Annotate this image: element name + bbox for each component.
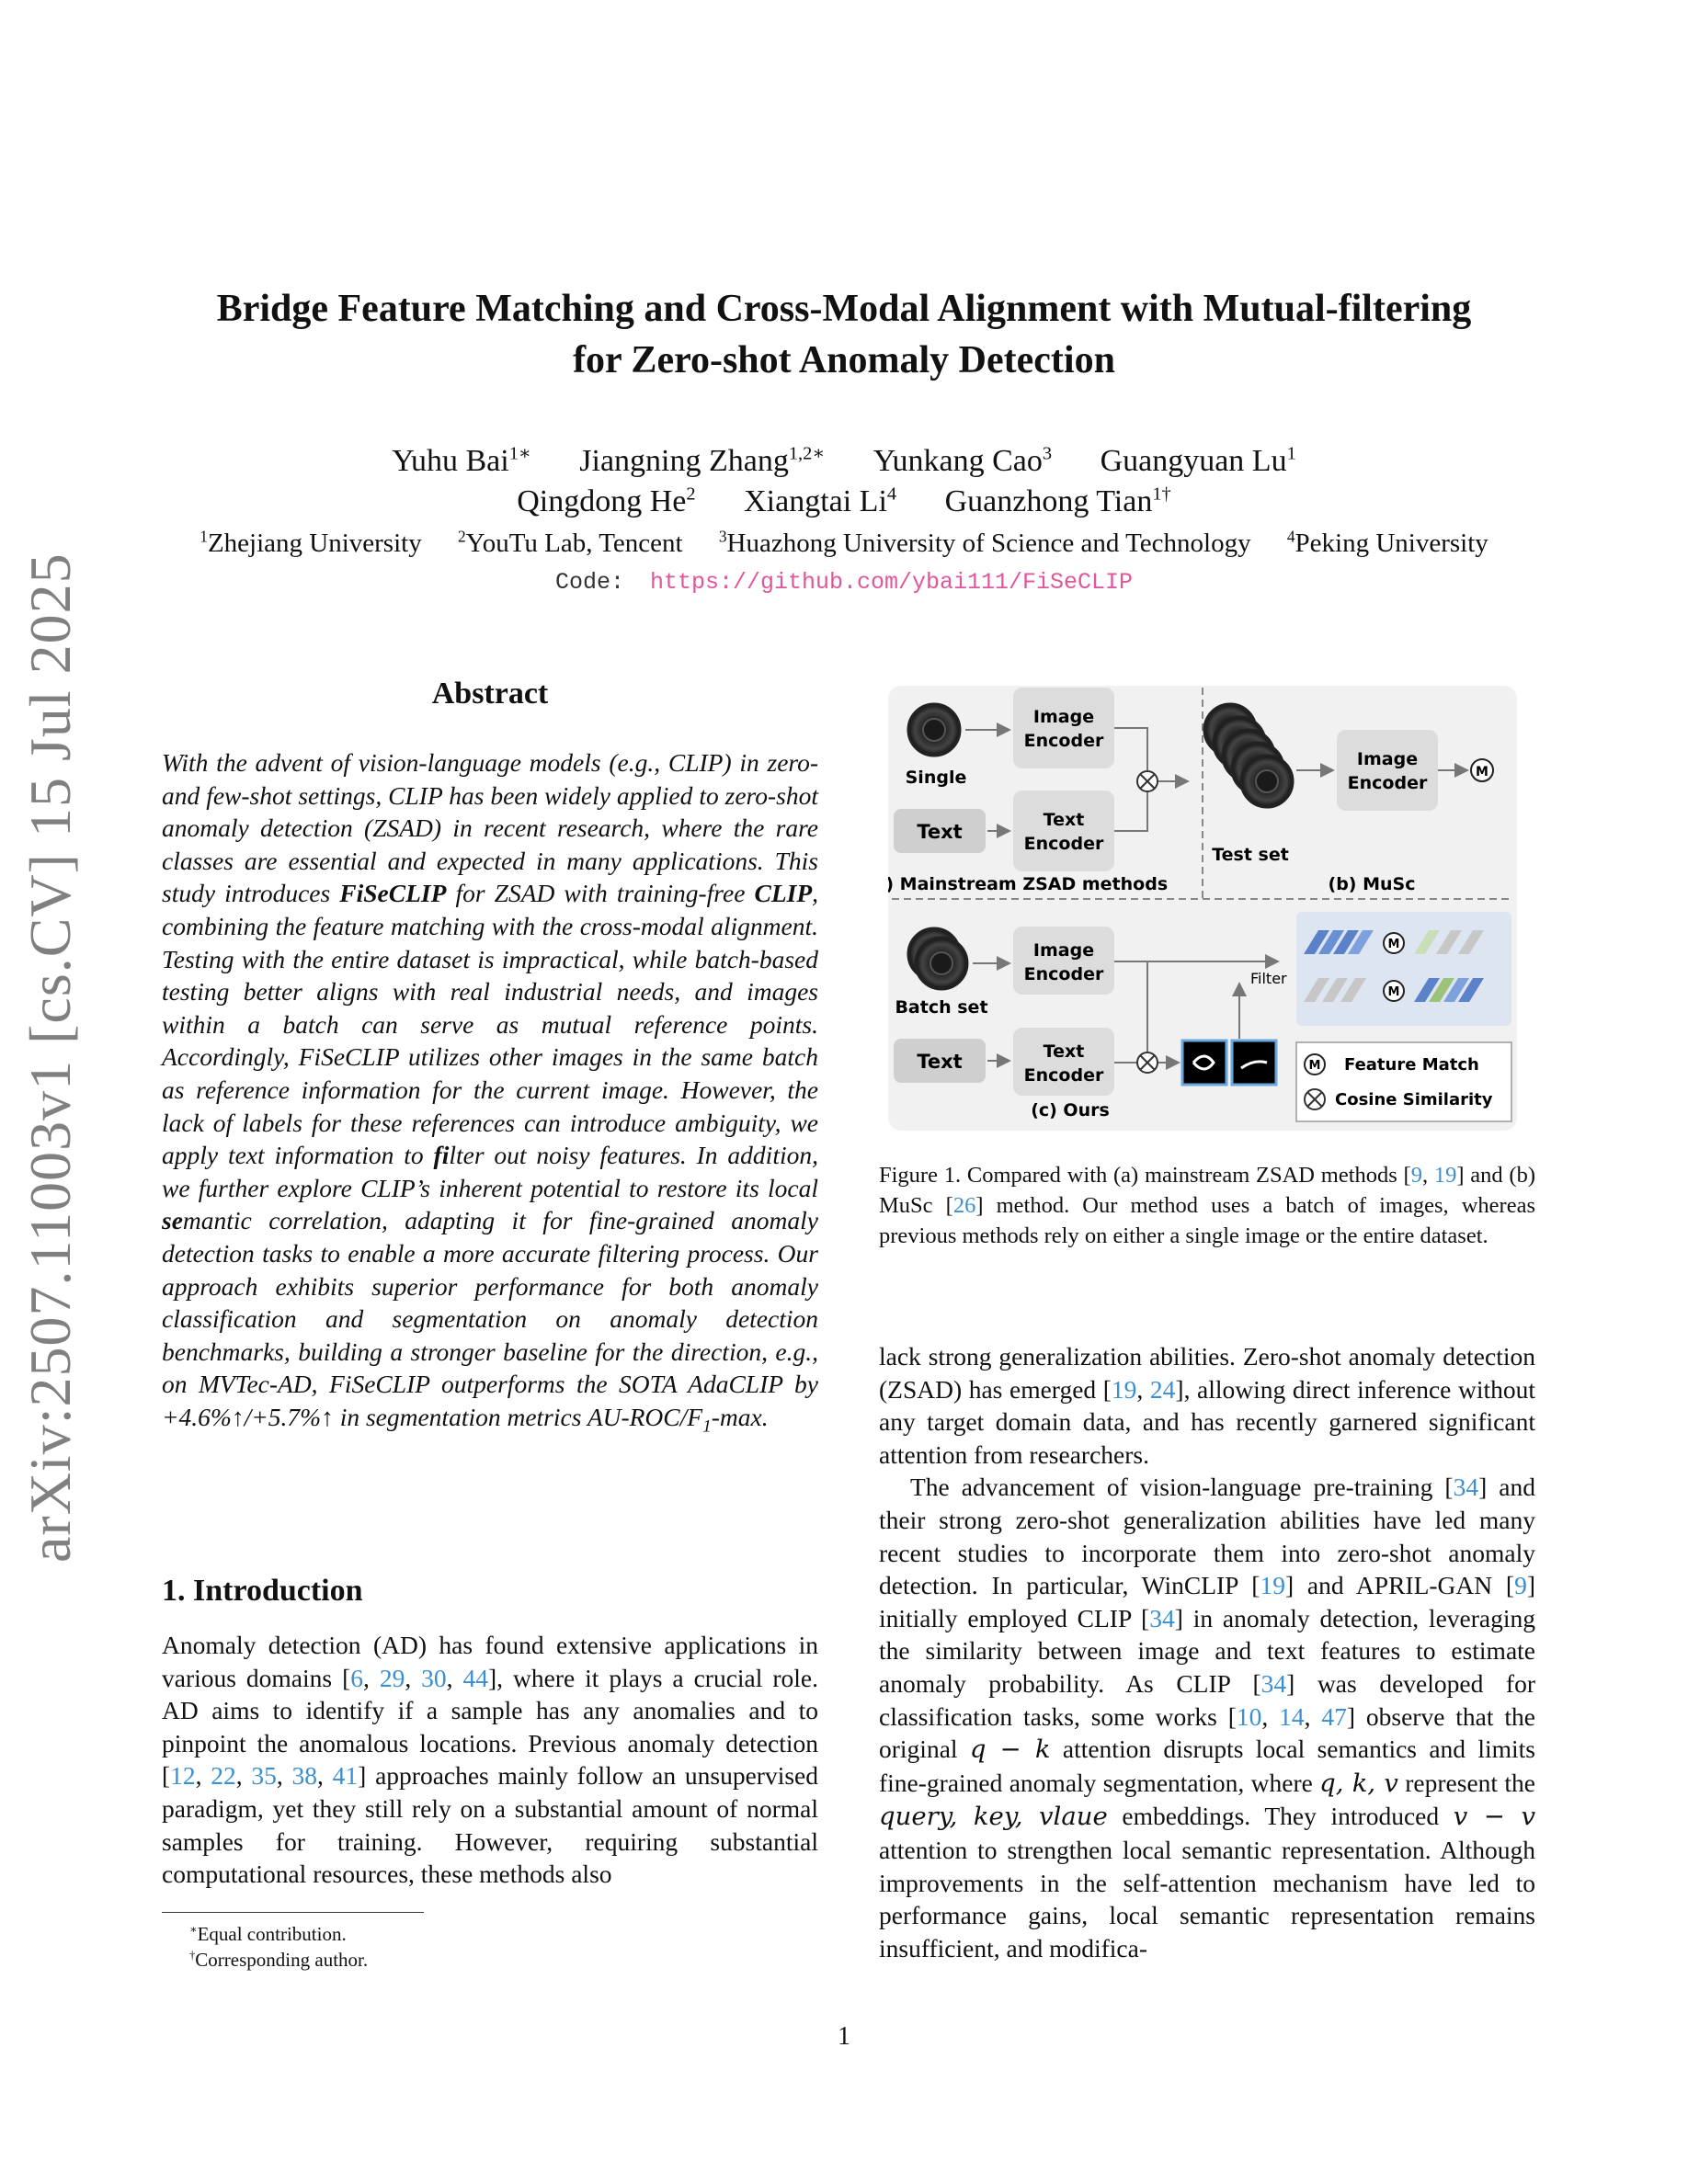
- right-column-text: [879, 1340, 1535, 1964]
- citation[interactable]: 38: [291, 1761, 318, 1791]
- label-panel-c: (c) Ours: [1031, 1100, 1110, 1120]
- author: Qingdong He$^2$: [517, 483, 696, 518]
- svg-text:M: M: [1387, 985, 1400, 999]
- footnote-rule: [162, 1912, 424, 1913]
- label-test-set: Test set: [1212, 845, 1289, 865]
- citation[interactable]: 35: [251, 1761, 277, 1791]
- text-encoder-a: [1013, 791, 1114, 871]
- abstract-text: With the advent of vision-language models (e.g., CLIP) in zero- and few-shot settings, CLIP has been widely applied to zero-shot anomaly detection (ZSAD) in recent research, where the rare classes are essential and expected in many applications. This study introduces FiSeCLIP for ZSAD with training-free CLIP, combining the feature matching with the cross-modal alignment. Testing with the entire dataset is impractical, while batch-based testing better aligns with real industrial needs, and images within a batch can serve as mutual reference points. Accordingly, FiSeCLIP utilizes other images in the same batch as reference information for the current image. However, the lack of labels for these references can introduce ambiguity, we apply text information to filter out noisy features. In addition, we further explore CLIP’s inherent potential to restore its local semantic correlation, adapting it for fine-grained anomaly detection tasks to enable a more accurate filtering process. Our approach exhibits superior performance for both anomaly classification and segmentation on anomaly detection benchmarks, building a stronger baseline for the direction, e.g., on MVTec-AD, FiSeCLIP outperforms the SOTA AdaCLIP by +4.6%↑/+5.7%↑ in segmentation metrics $AU-ROC/F_1-\max$.: [162, 748, 818, 1437]
- citation[interactable]: 47: [1321, 1701, 1347, 1731]
- legend-cosine-similarity: Cosine Similarity: [1335, 1090, 1493, 1109]
- label-panel-b: (b) MuSc: [1328, 874, 1416, 894]
- affiliation: $^3$Huazhong University of Science and Technology: [718, 527, 1251, 558]
- citation[interactable]: 26: [952, 1193, 976, 1218]
- abstract-heading: Abstract: [431, 677, 549, 711]
- citation[interactable]: 12: [170, 1761, 196, 1791]
- svg-text:Text: Text: [1043, 1041, 1085, 1062]
- author: Yuhu Bai$^{1∗}$: [392, 443, 531, 478]
- svg-text:Encoder: Encoder: [1023, 964, 1104, 984]
- footnote: †Corresponding author.: [189, 1949, 369, 1971]
- anomaly-map: [1182, 1041, 1226, 1085]
- author-row-1: [110, 441, 1578, 482]
- svg-text:Text: Text: [917, 821, 963, 843]
- figure-caption: Figure 1. Compared with (a) mainstream ZSAD methods [9, 19] and (b) MuSc [26] method. Our method uses a batch of images, whereas previous methods rely on either a single image or the entire dataset.: [879, 1163, 1535, 1248]
- feature-panel: [1296, 912, 1511, 1026]
- citation[interactable]: 29: [379, 1663, 405, 1692]
- citation[interactable]: 10: [1236, 1701, 1262, 1731]
- paragraph: The advancement of vision-language pre-training [34] and their strong zero-shot generalization abilities have led many recent studies to incorporate them into zero-shot anomaly detection. In particular, WinCLIP [19] and APRIL-GAN [9] initially employed CLIP [34] in anomaly detection, leveraging the similarity between image and text features to estimate anomaly probability. As CLIP [34] was developed for classification tasks, some works [10, 14, 47] observe that the original q − k attention disrupts local semantics and limits fine-grained anomaly segmentation, where q, k, v represent the query, key, vlaue embeddings. They introduced v − v attention to strengthen local semantic representation. Although improvements in the self-attention mechanism have led to performance gains, local semantic representation remains insufficient, and modifica-: [879, 1473, 1536, 1962]
- affiliations: [110, 526, 1578, 561]
- author: Jiangning Zhang$^{1,2∗}$: [579, 443, 826, 478]
- author: Yunkang Cao$^3$: [873, 443, 1053, 478]
- author: Xiangtai Li$^4$: [744, 483, 897, 518]
- intro-text: Anomaly detection (AD) has found extensive applications in various domains [6, 29, 30, 44], where it plays a crucial role. AD aims to identify if a sample has any anomalies and to pinpoint the anomalous locations. Previous anomaly detection [12, 22, 35, 38, 41] approaches mainly follow an unsupervised paradigm, yet they still rely on a substantial amount of normal samples for training. However, requiring substantial computational resources, these methods also: [162, 1631, 818, 1889]
- citation[interactable]: 34: [1260, 1668, 1287, 1698]
- code-label: Code:: [554, 569, 624, 596]
- citation[interactable]: 19: [1433, 1163, 1457, 1188]
- svg-text:Encoder: Encoder: [1347, 773, 1428, 793]
- citation[interactable]: 34: [1453, 1473, 1479, 1502]
- svg-text:M: M: [1387, 938, 1400, 951]
- author-list: [110, 441, 1578, 522]
- citation[interactable]: 19: [1260, 1571, 1285, 1600]
- title-line-2: for Zero-shot Anomaly Detection: [573, 339, 1115, 381]
- svg-text:Encoder: Encoder: [1023, 731, 1104, 751]
- figure-legend: [1296, 1042, 1511, 1121]
- citation[interactable]: 14: [1279, 1701, 1305, 1731]
- svg-text:Image: Image: [1356, 749, 1419, 769]
- citation[interactable]: 41: [332, 1761, 359, 1791]
- author: Guanzhong Tian$^{1\dagger}$: [944, 483, 1171, 518]
- citation[interactable]: 30: [421, 1663, 447, 1692]
- svg-text:Text: Text: [917, 1051, 963, 1073]
- svg-text:M: M: [1476, 765, 1488, 779]
- citation[interactable]: 9: [1410, 1163, 1422, 1188]
- author-row-2: [110, 482, 1578, 522]
- paper-title: [110, 283, 1578, 386]
- citation[interactable]: 22: [211, 1761, 236, 1791]
- svg-text:Encoder: Encoder: [1023, 834, 1104, 854]
- legend-feature-match: Feature Match: [1344, 1055, 1479, 1075]
- figure-1-diagram: [888, 686, 1517, 1131]
- affiliation: $^4$Peking University: [1286, 527, 1488, 558]
- label-panel-a: (a) Mainstream ZSAD methods: [888, 874, 1169, 894]
- citation[interactable]: 6: [350, 1663, 363, 1692]
- citation[interactable]: 19: [1111, 1374, 1137, 1404]
- footnotes: [162, 1921, 530, 1973]
- affiliation: $^1$Zhejiang University: [200, 527, 422, 558]
- intro-heading: 1. Introduction: [162, 1574, 363, 1608]
- svg-text:Image: Image: [1032, 707, 1095, 727]
- page-number: 1: [838, 2022, 850, 2051]
- arxiv-stamp: arXiv:2507.11003v1 [cs.CV] 15 Jul 2025: [17, 552, 83, 1563]
- figure-1: [888, 686, 1517, 1131]
- svg-text:Image: Image: [1032, 940, 1095, 961]
- title-line-1: Bridge Feature Matching and Cross-Modal Alignment with Mutual-filtering: [216, 288, 1472, 330]
- citation[interactable]: 9: [1514, 1571, 1527, 1600]
- label-batch-set: Batch set: [895, 997, 988, 1018]
- affiliation: $^2$YouTu Lab, Tencent: [457, 527, 683, 558]
- svg-text:Text: Text: [1043, 810, 1085, 830]
- image-encoder-b: [1337, 730, 1438, 811]
- image-encoder-a: [1013, 688, 1114, 768]
- svg-text:M: M: [1308, 1059, 1321, 1073]
- code-line: [110, 566, 1578, 599]
- label-single: Single: [905, 768, 967, 788]
- code-link[interactable]: https://github.com/ybai111/FiSeCLIP: [649, 569, 1134, 596]
- label-filter: Filter: [1250, 970, 1287, 987]
- citation[interactable]: 44: [462, 1663, 489, 1692]
- author: Guangyuan Lu$^1$: [1100, 443, 1296, 478]
- citation[interactable]: 24: [1149, 1374, 1176, 1404]
- svg-text:Encoder: Encoder: [1023, 1065, 1104, 1086]
- citation[interactable]: 34: [1149, 1603, 1175, 1632]
- paragraph: lack strong generalization abilities. Zero-shot anomaly detection (ZSAD) has emerged [19, 24], allowing direct inference without any target domain data, and has recently garnered significant attention from researchers.: [879, 1342, 1535, 1469]
- footnote: ∗Equal contribution.: [189, 1923, 347, 1945]
